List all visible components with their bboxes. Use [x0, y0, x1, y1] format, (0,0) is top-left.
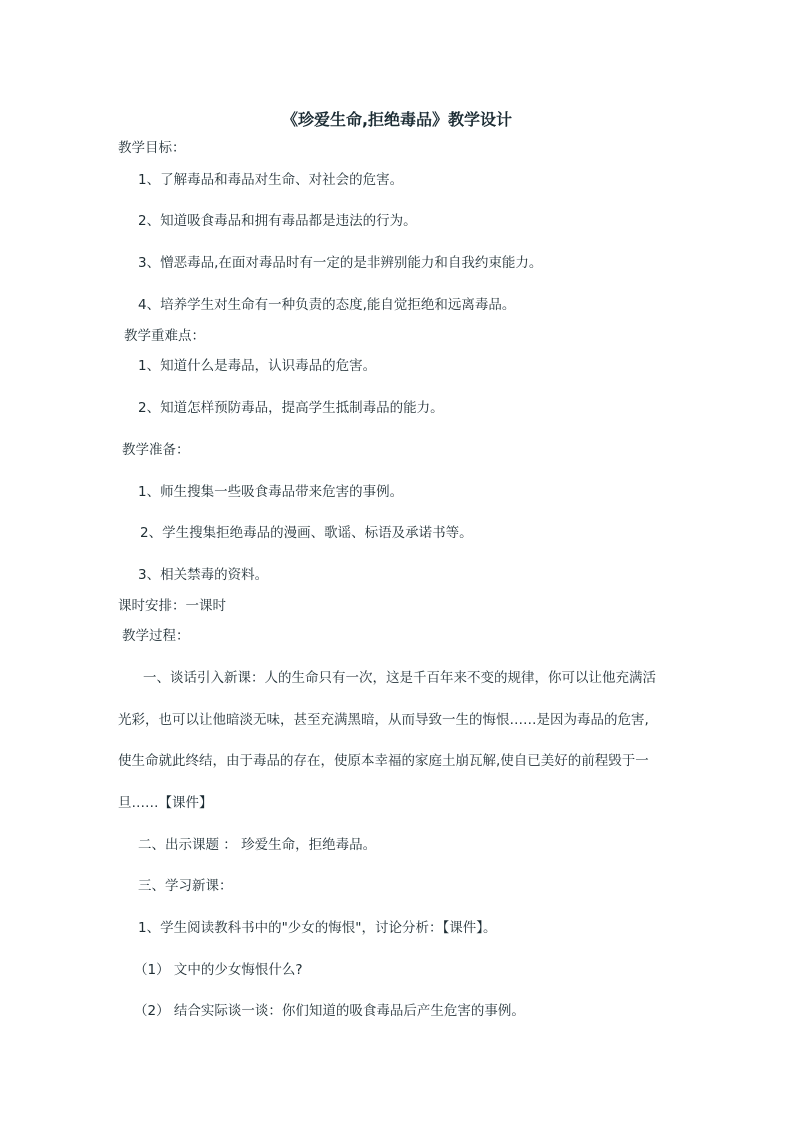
courseware-tag: 【课件】: [158, 795, 213, 811]
intro-paragraph-line: 使生命就此终结，由于毒品的存在，使原本幸福的家庭土崩瓦解,使自已美好的前程毁于一: [118, 753, 649, 769]
intro-paragraph-line: 一、谈话引入新课：人的生命只有一次，这是千百年来不变的规律，你可以让他充满活: [143, 670, 656, 686]
intro-last-line-text: 旦……: [118, 795, 159, 811]
goal-item: 3、憎恶毒品,在面对毒品时有一定的是非辨别能力和自我约束能力。: [138, 255, 543, 271]
section-heading-preparation: 教学准备：: [122, 442, 190, 458]
keypoint-item: 2、知道怎样预防毒品，提高学生抵制毒品的能力。: [138, 400, 444, 416]
step-one-text: 1、学生阅读教科书中的"少女的悔恨"，讨论分析：【课件】。: [138, 920, 497, 936]
question-two-text: （2） 结合实际谈一谈：你们知道的吸食毒品后产生危害的事例。: [134, 1003, 525, 1019]
section-heading-keypoints: 教学重难点：: [124, 328, 205, 344]
goal-item: 1、了解毒品和毒品对生命、对社会的危害。: [138, 172, 404, 188]
preparation-item: 1、师生搜集一些吸食毒品带来危害的事例。: [138, 484, 404, 500]
intro-paragraph-line: 光彩，也可以让他暗淡无味，甚至充满黑暗，从而导致一生的悔恨……是因为毒品的危害,: [118, 712, 649, 728]
section-heading-goals: 教学目标：: [118, 140, 186, 156]
goal-item: 4、培养学生对生命有一种负责的态度,能自觉拒绝和远离毒品。: [138, 297, 516, 313]
preparation-item: 3、相关禁毒的资料。: [138, 567, 269, 583]
preparation-item: 2、学生搜集拒绝毒品的漫画、歌谣、标语及承诺书等。: [140, 525, 473, 541]
goal-item: 2、知道吸食毒品和拥有毒品都是违法的行为。: [138, 213, 417, 229]
schedule-text: 课时安排：一课时: [118, 598, 226, 614]
section-three-text: 三、学习新课：: [138, 878, 233, 894]
intro-paragraph-line: [118, 794, 213, 812]
document-title: 《珍爱生命,拒绝毒品》教学设计: [281, 110, 513, 129]
section-two-text: 二、出示课题 ： 珍爱生命，拒绝毒品。: [138, 837, 377, 853]
section-heading-process: 教学过程：: [122, 628, 190, 644]
question-one-text: （1） 文中的少女悔恨什么?: [134, 962, 303, 978]
keypoint-item: 1、知道什么是毒品，认识毒品的危害。: [138, 358, 377, 374]
